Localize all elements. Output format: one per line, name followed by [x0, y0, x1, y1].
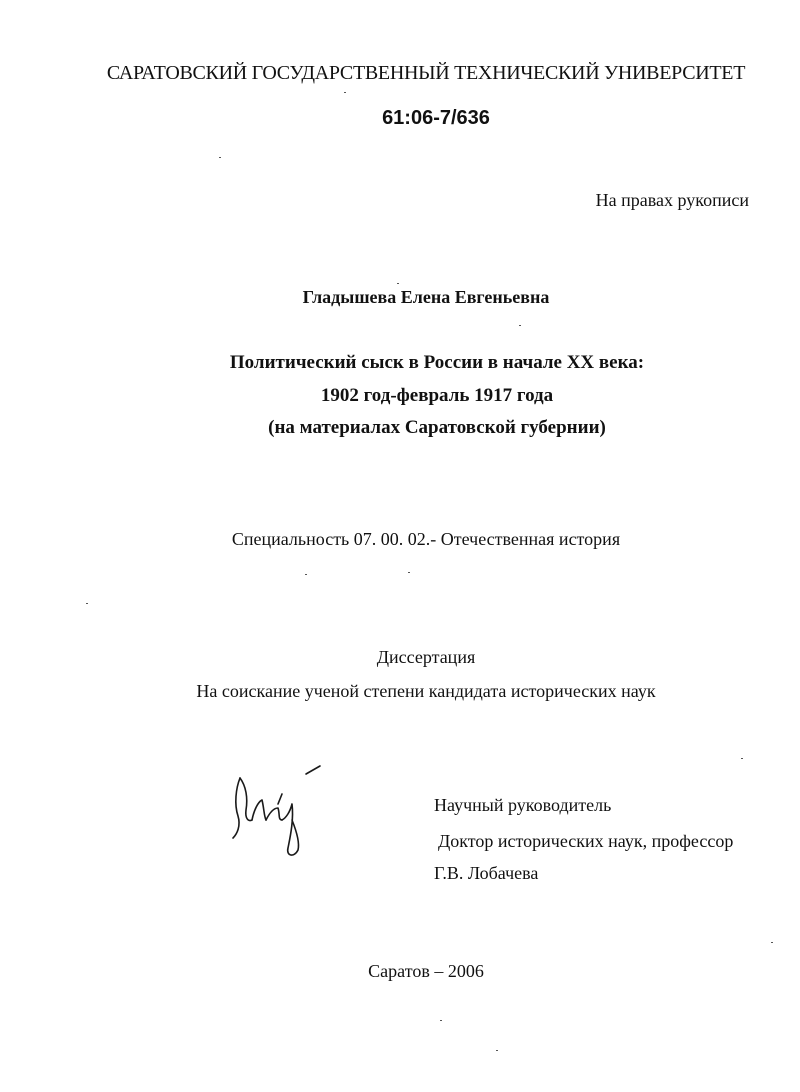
- scan-speck: [440, 1020, 442, 1021]
- scan-speck: [305, 574, 307, 575]
- dissertation-purpose: На соискание ученой степени кандидата исторических наук: [196, 681, 656, 701]
- supervisor-role: Научный руководитель: [434, 795, 612, 815]
- university-name: САРАТОВСКИЙ ГОСУДАРСТВЕННЫЙ ТЕХНИЧЕСКИЙ УНИВЕРСИТЕТ: [106, 62, 746, 84]
- catalog-code: 61:06-7/636: [382, 107, 490, 129]
- scan-speck: [219, 157, 221, 158]
- scan-speck: [496, 1050, 498, 1051]
- supervisor-degree: Доктор исторических наук, профессор: [438, 831, 734, 851]
- thesis-title-line-3: (на материалах Саратовской губернии): [268, 417, 606, 438]
- specialty-line: Специальность 07. 00. 02.- Отечественная история: [231, 529, 621, 549]
- handwritten-signature: [228, 764, 328, 860]
- thesis-title-line-1: Политический сыск в России в начале XX века:: [229, 352, 645, 373]
- city-year: Саратов – 2006: [368, 961, 484, 981]
- scan-speck: [397, 283, 399, 284]
- supervisor-name: Г.В. Лобачева: [434, 863, 539, 883]
- author-name: Гладышева Елена Евгеньевна: [302, 287, 550, 307]
- dissertation-label: Диссертация: [376, 647, 476, 667]
- thesis-title-line-2: 1902 год-февраль 1917 года: [320, 385, 554, 406]
- scan-speck: [519, 325, 521, 326]
- scan-speck: [86, 603, 88, 604]
- scan-speck: [771, 942, 773, 943]
- rights-notice: На правах рукописи: [595, 190, 749, 210]
- scan-speck: [344, 92, 346, 93]
- scan-speck: [741, 758, 743, 759]
- scan-speck: [408, 572, 410, 573]
